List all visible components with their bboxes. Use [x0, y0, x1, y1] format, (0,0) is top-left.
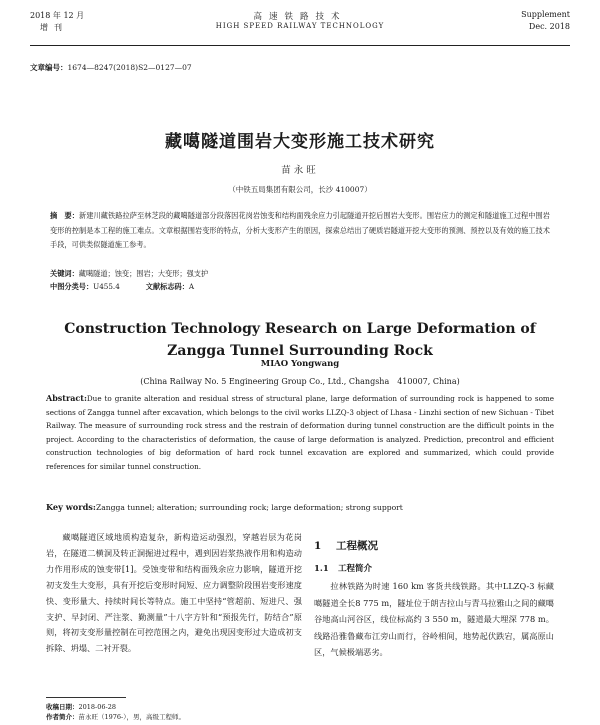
article-number-value: 1674—8247(2018)S2—0127—07 — [67, 63, 192, 72]
keywords-cn — [50, 267, 550, 280]
author-bio-value: 苗永旺（1976-），男，高级工程师。 — [78, 713, 185, 721]
author-cn: 苗永旺 — [281, 165, 319, 176]
header-supplement-en: Supplement — [521, 10, 570, 19]
title-en-line2: Zangga Tunnel Surrounding Rock — [167, 343, 433, 359]
abstract-en-text: Due to granite alteration and residual stress of structural plane, large deformation of surrounding rock is happened to some sections of Zangga tunnel after excavation, which belongs to the civil works LLZQ-3 object of Lhasa - Linzhi section of new Sichuan - Tibet Railway. The measure of surrounding rock stress and the restrain of deformation during tunnel construction are the difficult points in the project. According to the characteristics of deformation, the cause of large deformation is analyzed. Prediction, precontrol and efficient construction technologies of big deformation of hard rock tunnel excavation are explored and summarized, which could provide references for similar tunnel construction. — [46, 394, 554, 471]
footnote-author — [46, 712, 185, 722]
affiliation-en: (China Railway No. 5 Engineering Group Co., Ltd., Changsha 410007, China) — [140, 377, 460, 386]
section-title: 工程概况 — [336, 540, 378, 552]
article-number-label: 文章编号： — [30, 63, 68, 72]
affiliation-cn: （中铁五局集团有限公司，长沙 410007） — [228, 185, 372, 194]
keywords-en-label: Key words: — [46, 502, 96, 512]
header-journal-cn: 高速铁路技术 — [253, 12, 347, 22]
author-bio-label: 作者简介： — [46, 713, 79, 721]
keywords-cn-text: 藏噶隧道；蚀变；围岩；大变形；强支护 — [78, 269, 209, 278]
subsection-heading — [314, 562, 554, 577]
class-number-value: U455.4 — [93, 282, 120, 291]
abstract-cn-label: 摘 要： — [50, 211, 79, 220]
header-date-en: Dec. 2018 — [528, 22, 570, 31]
header-journal-en: HIGH SPEED RAILWAY TECHNOLOGY — [215, 22, 385, 30]
doc-code-value: A — [188, 282, 195, 291]
title-cn: 藏噶隧道围岩大变形施工技术研究 — [165, 132, 435, 152]
header-rule — [30, 45, 570, 46]
footnote-received — [46, 702, 185, 712]
subsection-title: 工程简介 — [338, 564, 373, 574]
running-header — [30, 10, 570, 44]
article-number — [30, 62, 192, 73]
header-supplement-cn: 增刊 — [40, 23, 68, 32]
section-number: 1 — [314, 540, 322, 552]
received-label: 收稿日期： — [46, 703, 79, 711]
received-value: 2018-06-28 — [78, 703, 116, 711]
abstract-cn — [50, 209, 550, 253]
class-number-label: 中图分类号： — [50, 282, 94, 291]
abstract-cn-text: 新建川藏铁路拉萨至林芝段的藏噶隧道部分段落因花岗岩蚀变和结构面残余应力引起隧道开挖后围岩大变形。围岩应力的测定和隧道施工过程中围岩变形的控制是本工程的施工难点。文章根据围岩变形的特点，分析大变形产生的原因，探索总结出了硬质岩隧道开挖大变形的预测、预控以及有效的施工技术手段，可供类似隧道施工参考。 — [50, 211, 550, 249]
classification-cn — [50, 282, 550, 292]
keywords-cn-label: 关键词： — [50, 269, 79, 278]
doc-code-label: 文献标志码： — [145, 282, 189, 291]
title-en — [0, 318, 600, 362]
abstract-en — [46, 392, 554, 474]
section-heading — [314, 538, 554, 554]
title-en-line1: Construction Technology Research on Large Deformation of — [64, 321, 536, 337]
keywords-en-text: Zangga tunnel; alteration; surrounding rock; large deformation; strong support — [95, 503, 403, 512]
footnote-rule — [46, 697, 126, 698]
keywords-en — [46, 502, 554, 512]
body-left-paragraph: 藏噶隧道区域地质构造复杂，新构造运动强烈，穿越岩层为花岗岩，在隧道二横洞及转正洞掘进过程中，遇到因岩浆热液作用和构造动力作用形成的蚀变带[1]。受蚀变带和结构面残余应力影响，隧道开挖初支发生大变形，具有开挖后变形时间短、应力调整阶段围岩变形速度快、变形量大、持续时间长等特点。施工中坚持“管超前、短进尺、强支护、早封闭、严注浆、勤测量”十八字方针和“预报先行，防结合”原则，将初支变形量控制在可控范围之内，避免出现因变形过大造成初支拆除、坍塌、二衬开裂。 — [46, 532, 302, 654]
subsection-number: 1.1 — [314, 564, 329, 574]
abstract-en-label: Abstract: — [46, 393, 87, 403]
footnote — [46, 702, 185, 722]
body-right-paragraph: 拉林铁路为时速 160 km 客货共线铁路。其中LLZQ-3 标藏噶隧道全长8 775 m，隧址位于朗吉拉山与青马拉雅山之间的藏噶谷地高山河谷区，线位标高约 3 550 m，隧道最大埋深 778 m。线路沿雅鲁藏布江旁山而行，谷岭相间，地势起伏跌宕，属高原山区，气候极端恶劣。 — [314, 581, 554, 657]
header-year-month: 2018 年 12 月 — [30, 11, 85, 20]
body-right-column — [314, 538, 554, 661]
author-en: MIAO Yongwang — [260, 359, 340, 369]
